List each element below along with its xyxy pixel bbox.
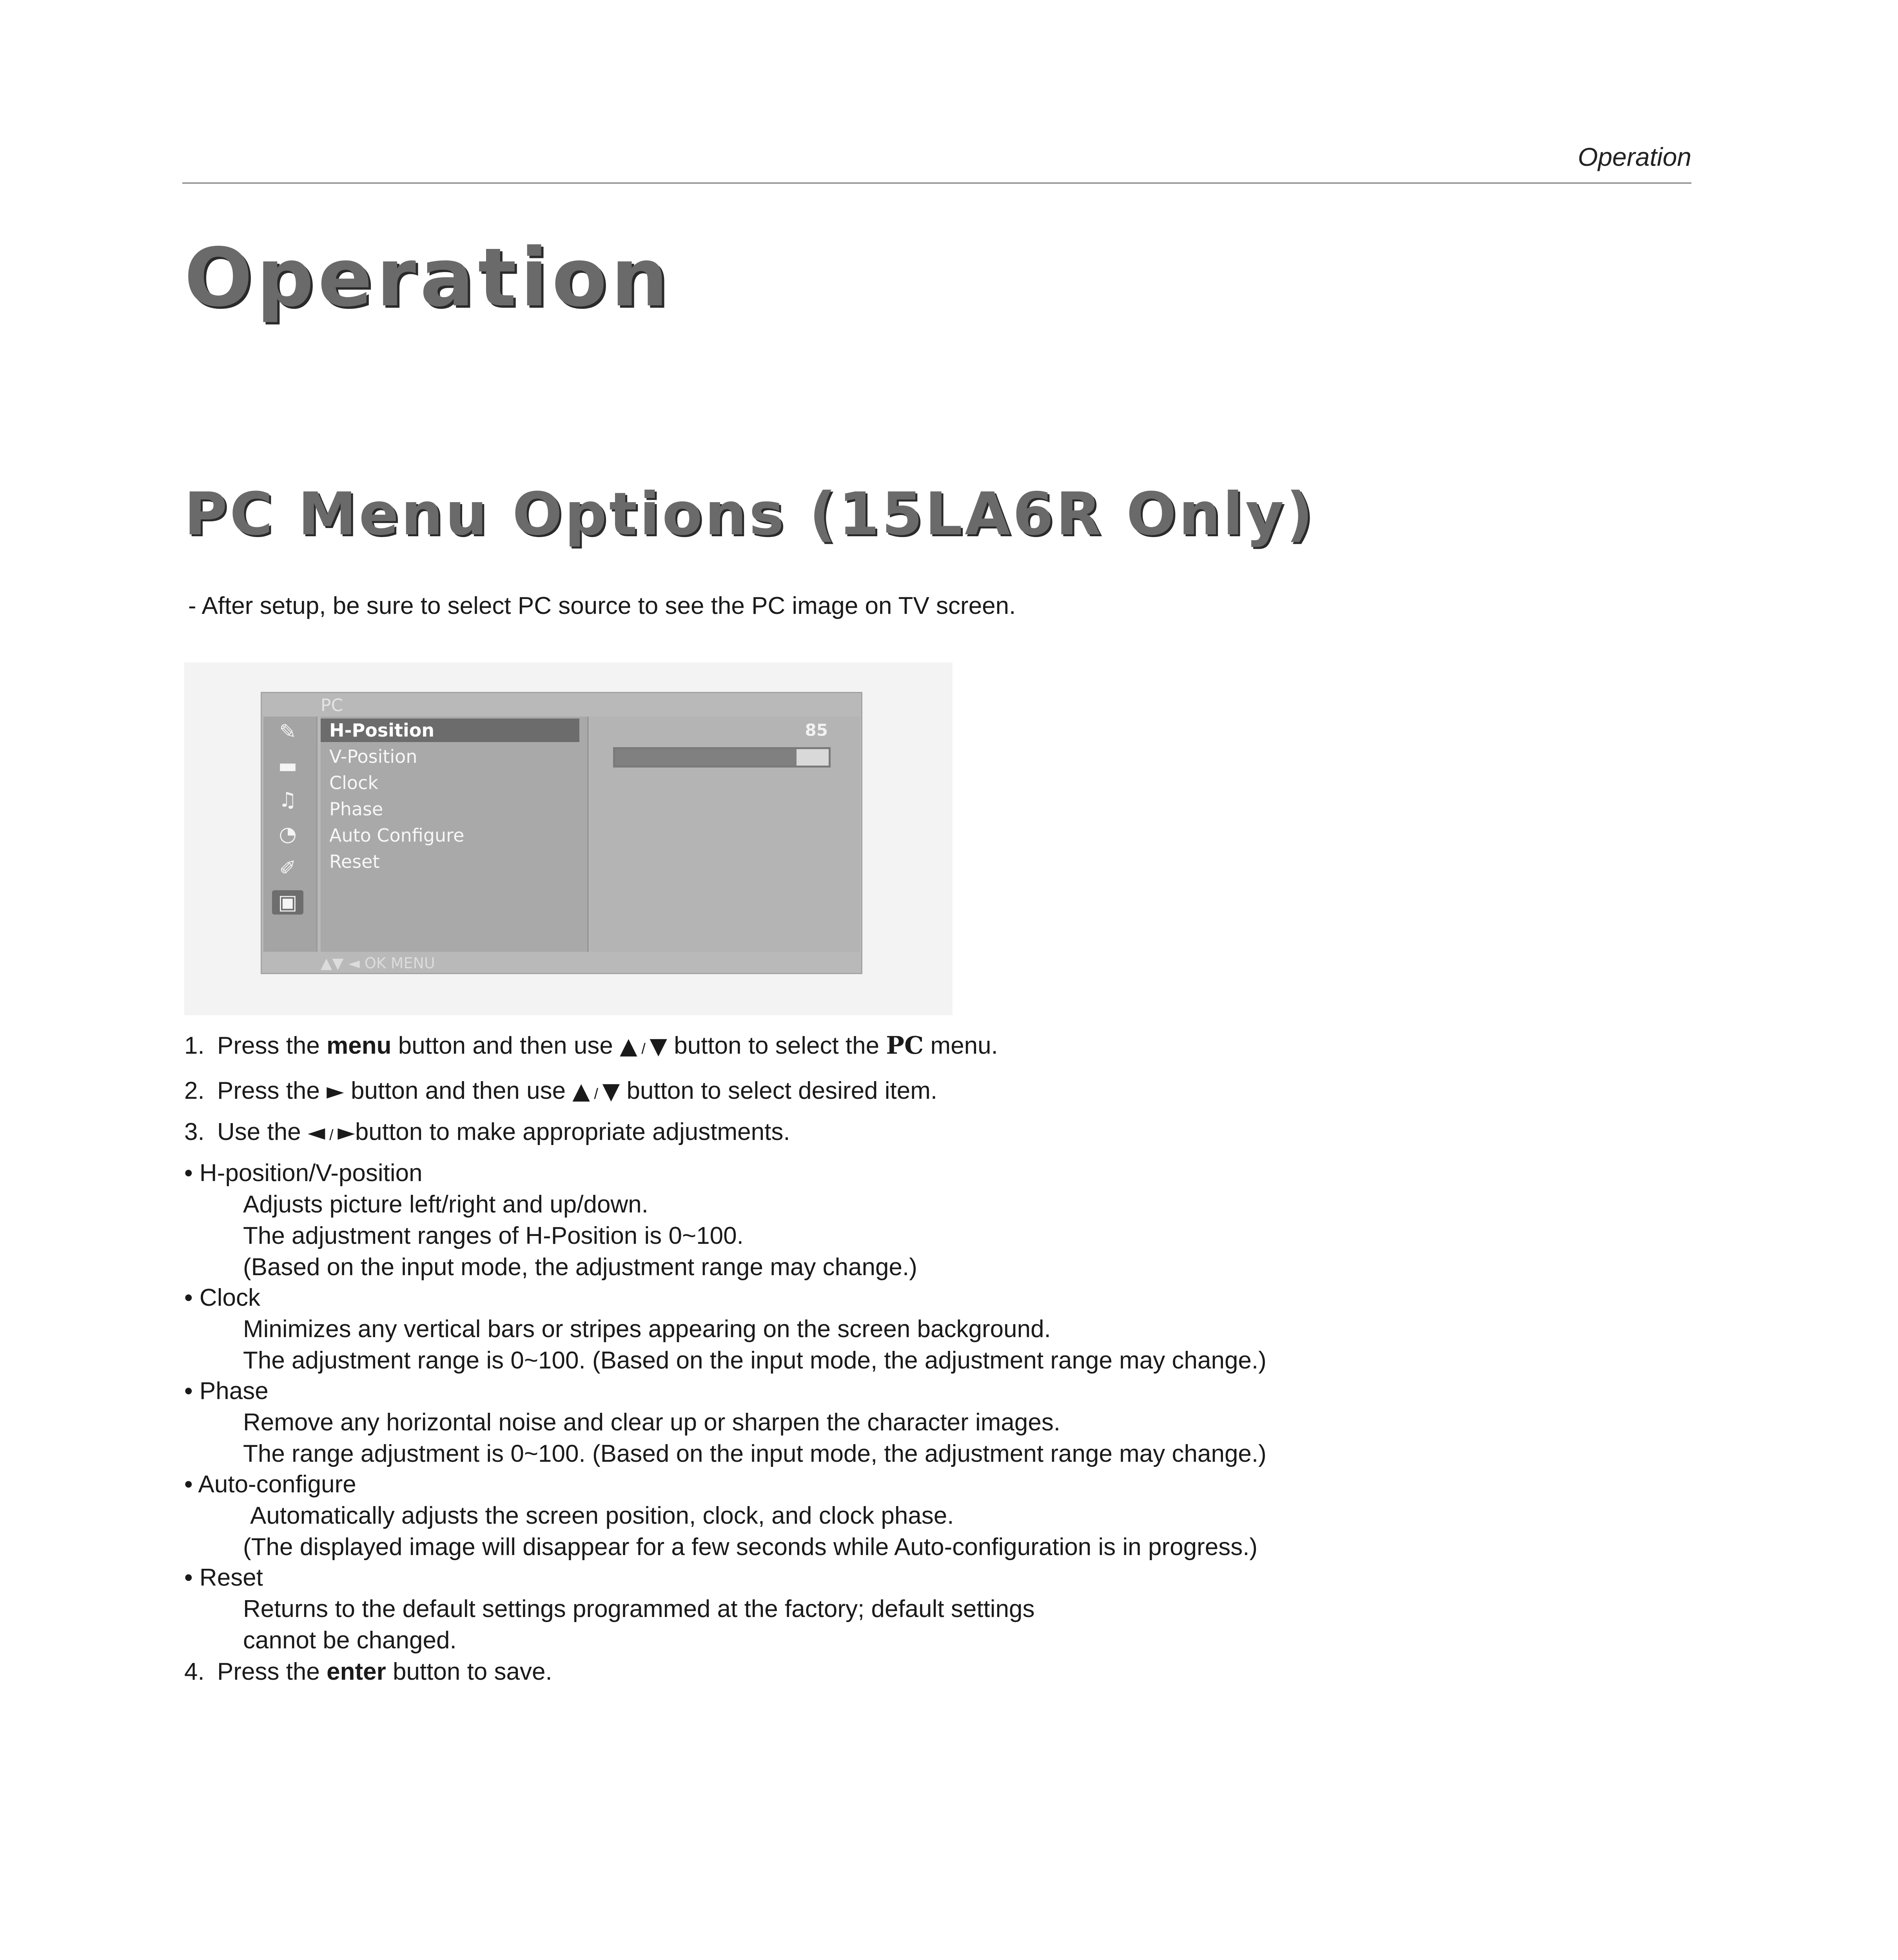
- header-rule: [182, 182, 1691, 184]
- bullet-hposition-title: • H-position/V-position: [184, 1160, 423, 1187]
- osd-icon-column: [263, 717, 318, 952]
- picture-icon: ▬: [278, 754, 298, 778]
- step-1: 1. Press the menu button and then use ▲ / ▼ button to select the PC menu.: [184, 1031, 998, 1060]
- osd-slider: [613, 747, 831, 768]
- bullet-hposition-line: The adjustment ranges of H-Position is 0~100.: [243, 1222, 744, 1249]
- left-arrow-icon: ◄: [307, 1119, 325, 1145]
- section-title: PC Menu Options (15LA6R Only): [184, 480, 1316, 548]
- bullet-autoconfigure-title: • Auto-configure: [184, 1471, 356, 1498]
- bullet-clock-line: Minimizes any vertical bars or stripes appearing on the screen background.: [243, 1316, 1051, 1343]
- osd-pc-menu: [261, 692, 862, 974]
- bullet-reset-title: • Reset: [184, 1564, 263, 1591]
- pc-icon: ▣: [272, 890, 303, 915]
- right-arrow-icon: ►: [338, 1119, 355, 1145]
- bullet-reset-line: Returns to the default settings programmed at the factory; default settings: [243, 1595, 1035, 1622]
- down-arrow-icon: ▼: [650, 1033, 667, 1059]
- setup-note: - After setup, be sure to select PC source to see the PC image on TV screen.: [188, 592, 1016, 619]
- bullet-hposition-line: Adjusts picture left/right and up/down.: [243, 1191, 648, 1218]
- up-arrow-icon: ▲: [572, 1078, 590, 1104]
- right-arrow-icon: ►: [327, 1078, 344, 1104]
- osd-item-reset: Reset: [329, 851, 380, 872]
- osd-slider-fill: [615, 749, 797, 766]
- osd-item-v-position: V-Position: [329, 746, 417, 767]
- osd-title: PC: [321, 695, 343, 715]
- osd-item-clock: Clock: [329, 772, 378, 793]
- osd-menu-list: [321, 717, 589, 952]
- bullet-reset-line: cannot be changed.: [243, 1627, 457, 1654]
- up-arrow-icon: ▲: [620, 1033, 637, 1059]
- sound-icon: ♫: [278, 788, 297, 812]
- bullet-phase-title: • Phase: [184, 1377, 269, 1405]
- osd-item-auto-configure: Auto Configure: [329, 825, 465, 846]
- osd-item-h-position: H-Position: [321, 719, 579, 742]
- step-3: 3. Use the ◄ / ►button to make appropriate adjustments.: [184, 1118, 790, 1145]
- time-icon: ◔: [279, 822, 297, 846]
- antenna-icon: ✎: [279, 720, 296, 744]
- osd-value-panel: [590, 717, 860, 952]
- bullet-clock-title: • Clock: [184, 1284, 260, 1311]
- step-4: 4. Press the enter button to save.: [184, 1658, 552, 1685]
- osd-value: 85: [805, 720, 828, 740]
- osd-footer-hint: ▲▼ ◄ OK MENU: [321, 955, 435, 972]
- page-title: Operation: [184, 231, 672, 325]
- osd-item-phase: Phase: [329, 799, 383, 820]
- bullet-phase-line: Remove any horizontal noise and clear up or sharpen the character images.: [243, 1409, 1061, 1436]
- bullet-autoconfigure-line: Automatically adjusts the screen position, clock, and clock phase.: [250, 1502, 954, 1529]
- bullet-hposition-line: (Based on the input mode, the adjustment range may change.): [243, 1254, 917, 1281]
- bullet-clock-line: The adjustment range is 0~100. (Based on the input mode, the adjustment range may change.): [243, 1347, 1267, 1374]
- bullet-phase-line: The range adjustment is 0~100. (Based on the input mode, the adjustment range may change.): [243, 1440, 1267, 1467]
- option-icon: ✐: [279, 857, 296, 880]
- bullet-autoconfigure-line: (The displayed image will disappear for a few seconds while Auto-configuration is in progress.): [243, 1534, 1258, 1561]
- down-arrow-icon: ▼: [602, 1078, 620, 1104]
- step-2: 2. Press the ► button and then use ▲ / ▼ button to select desired item.: [184, 1077, 938, 1104]
- running-header: Operation: [1578, 142, 1691, 171]
